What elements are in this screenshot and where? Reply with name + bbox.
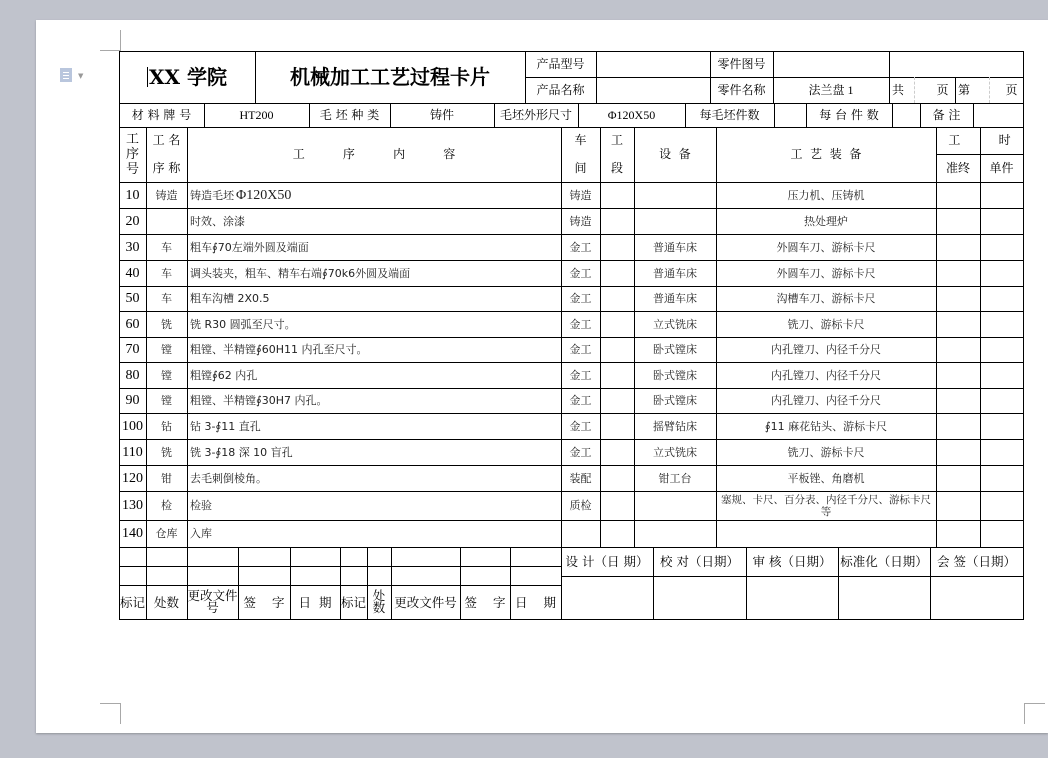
section-header-1: 工 xyxy=(610,133,623,147)
blank-size-value: Φ120X50 xyxy=(607,107,656,122)
part-drawing-label: 零件图号 xyxy=(717,56,766,71)
current-page-label: 第 xyxy=(958,82,971,97)
op-name: 钳 xyxy=(161,471,172,485)
op-time-unit xyxy=(980,260,1023,286)
revision-header-0: 标记 xyxy=(119,594,145,610)
op-section xyxy=(600,234,634,260)
op-equipment xyxy=(634,491,716,520)
revision-header-7: 更改文件号 xyxy=(394,594,457,610)
op-section xyxy=(600,311,634,337)
op-name: 车 xyxy=(161,292,172,305)
approval-header-2: 审 核（日期） xyxy=(752,554,832,569)
op-equipment: 普通车床 xyxy=(653,240,697,254)
op-name: 钻 xyxy=(161,419,172,433)
op-tooling: 内孔镗刀、内径千分尺 xyxy=(771,343,881,356)
op-content: 铣 R30 圆弧至尺寸。 xyxy=(190,317,296,331)
op-tooling: 沟槽车刀、游标卡尺 xyxy=(776,292,876,305)
op-equipment xyxy=(634,182,716,208)
op-workshop: 金工 xyxy=(569,292,592,305)
blank-type-label: 毛 坯 种 类 xyxy=(319,107,380,122)
dashed-line xyxy=(989,77,990,103)
op-no-header-char: 号 xyxy=(125,162,139,177)
op-name-header-2: 序 称 xyxy=(152,160,181,175)
revision-header-2: 更改文件号 xyxy=(187,588,238,615)
card-title: 机械加工工艺过程卡片 xyxy=(290,64,490,89)
material-label: 材 料 牌 号 xyxy=(131,107,192,122)
total-pages-label: 共 xyxy=(892,82,905,97)
grid-line xyxy=(1023,51,1024,620)
op-time-unit xyxy=(980,362,1023,388)
op-time-unit xyxy=(980,413,1023,439)
per-unit-value xyxy=(892,103,920,127)
op-section xyxy=(600,413,634,439)
op-workshop: 金工 xyxy=(569,266,592,280)
op-tooling: 铣刀、游标卡尺 xyxy=(787,317,865,331)
op-tooling: 平板锉、角磨机 xyxy=(787,471,865,485)
op-no: 20 xyxy=(125,213,140,229)
op-workshop: 质检 xyxy=(569,499,592,512)
remark-value xyxy=(973,103,1023,127)
revision-header-3: 签 字 xyxy=(243,594,285,610)
revision-header-4: 日 期 xyxy=(298,594,332,610)
op-time-prep xyxy=(936,286,980,311)
op-tooling: 外圆车刀、游标卡尺 xyxy=(776,266,876,280)
op-name: 铸造 xyxy=(155,188,178,202)
op-no: 60 xyxy=(125,316,140,332)
op-no: 10 xyxy=(125,187,140,203)
op-content: 检验 xyxy=(190,499,212,512)
op-content: 铣 3-∮18 深 10 盲孔 xyxy=(190,445,293,459)
op-no: 70 xyxy=(125,342,140,357)
op-equipment xyxy=(634,520,716,547)
op-no: 130 xyxy=(122,498,143,513)
approval-header-4: 会 签（日期） xyxy=(937,554,1016,569)
op-workshop: 金工 xyxy=(569,240,592,254)
op-time-unit xyxy=(980,208,1023,234)
approval-signature-cell-1 xyxy=(653,576,746,619)
op-equipment xyxy=(634,208,716,234)
op-section xyxy=(600,439,634,465)
op-equipment: 卧式镗床 xyxy=(653,394,697,407)
op-no: 140 xyxy=(122,526,143,541)
op-section xyxy=(600,337,634,362)
op-no-header-char: 工 xyxy=(125,132,139,147)
op-no: 100 xyxy=(122,418,143,434)
op-tooling: 铣刀、游标卡尺 xyxy=(787,445,865,459)
op-no: 110 xyxy=(122,444,143,460)
equipment-header: 设 备 xyxy=(659,147,691,161)
dashed-line xyxy=(914,77,915,103)
op-content: 去毛刺倒棱角。 xyxy=(190,471,267,485)
op-no-header xyxy=(119,127,146,182)
tooling-header: 工 艺 装 备 xyxy=(790,147,862,161)
approval-header-1: 校 对（日期） xyxy=(660,554,739,569)
op-content: 钻 3-∮11 直孔 xyxy=(190,419,261,433)
op-no: 120 xyxy=(122,470,143,486)
page-label-2: 页 xyxy=(1005,82,1018,97)
op-workshop: 装配 xyxy=(569,471,592,485)
op-workshop: 铸造 xyxy=(569,188,592,202)
workshop-header-2: 间 xyxy=(574,160,587,175)
op-time-unit xyxy=(980,439,1023,465)
op-section xyxy=(600,208,634,234)
per-unit-label: 每 台 件 数 xyxy=(819,107,879,122)
op-time-unit xyxy=(980,491,1023,520)
op-time-unit xyxy=(980,520,1023,547)
op-content: 入库 xyxy=(190,527,212,540)
material-value: HT200 xyxy=(239,107,274,122)
op-time-unit xyxy=(980,388,1023,413)
op-content: 粗镗、半精镗∮60H11 内孔至尺寸。 xyxy=(190,343,368,356)
op-name: 仓库 xyxy=(155,527,178,540)
op-workshop: 金工 xyxy=(569,368,592,382)
product-name-label: 产品名称 xyxy=(536,82,585,97)
op-name: 铣 xyxy=(161,445,172,459)
op-section xyxy=(600,260,634,286)
op-tooling: ∮11 麻花钻头、游标卡尺 xyxy=(764,419,888,433)
op-tooling: 内孔镗刀、内径千分尺 xyxy=(771,368,881,382)
op-section xyxy=(600,520,634,547)
op-time-prep xyxy=(936,208,980,234)
op-name-header-1: 工 名 xyxy=(152,133,181,147)
op-name: 检 xyxy=(161,499,172,512)
revision-header-8: 签 字 xyxy=(464,594,506,610)
grid-line xyxy=(119,619,1024,620)
op-equipment: 立式铣床 xyxy=(653,317,697,331)
op-equipment: 普通车床 xyxy=(653,292,697,305)
op-content: 粗车沟槽 2X0.5 xyxy=(190,292,270,305)
op-time-prep xyxy=(936,337,980,362)
op-no: 40 xyxy=(125,265,140,281)
text-cursor xyxy=(147,67,148,87)
document-icon[interactable] xyxy=(60,68,72,82)
revision-header-5: 标记 xyxy=(340,594,366,610)
op-workshop: 金工 xyxy=(569,419,592,433)
op-no-header-char: 序 xyxy=(125,147,139,162)
op-time-prep xyxy=(936,362,980,388)
op-name: 铣 xyxy=(161,317,172,331)
time-header: 工 时 xyxy=(948,133,1011,147)
op-time-unit xyxy=(980,311,1023,337)
op-section xyxy=(600,362,634,388)
revision-header-1: 处数 xyxy=(153,594,179,610)
op-workshop xyxy=(561,520,600,547)
op-time-prep xyxy=(936,465,980,491)
op-no: 30 xyxy=(125,239,140,255)
crop-mark-bottom-left xyxy=(100,703,121,724)
op-time-prep xyxy=(936,520,980,547)
time-prep-header: 准终 xyxy=(945,160,970,175)
approval-header-3: 标准化（日期） xyxy=(840,554,928,569)
school-name: XX 学院 xyxy=(149,64,227,89)
op-name xyxy=(146,208,187,234)
page-label: 页 xyxy=(936,82,949,97)
workshop-header-1: 车 xyxy=(574,133,587,147)
op-section xyxy=(600,182,634,208)
op-time-unit xyxy=(980,337,1023,362)
product-model-value xyxy=(596,51,710,77)
approval-header-0: 设 计（日 期） xyxy=(565,554,649,569)
approval-signature-cell-4 xyxy=(930,576,1023,619)
crop-mark-bottom-right xyxy=(1024,703,1045,724)
op-time-prep xyxy=(936,388,980,413)
op-tooling: 热处理炉 xyxy=(804,214,848,228)
blank-size-label: 毛坯外形尺寸 xyxy=(499,107,572,122)
op-no: 80 xyxy=(125,367,140,383)
op-section xyxy=(600,465,634,491)
op-no: 50 xyxy=(125,291,140,306)
op-time-prep xyxy=(936,311,980,337)
op-name: 车 xyxy=(161,240,172,254)
part-drawing-value xyxy=(773,51,889,77)
op-equipment: 摇臂钻床 xyxy=(653,419,697,433)
time-unit-header: 单件 xyxy=(989,160,1014,175)
op-tooling: 内孔镗刀、内径千分尺 xyxy=(771,394,881,407)
blank-type-value: 铸件 xyxy=(429,107,454,122)
op-name: 镗 xyxy=(161,343,172,356)
op-tooling: 外圆车刀、游标卡尺 xyxy=(776,240,876,254)
op-time-unit xyxy=(980,286,1023,311)
per-blank-value xyxy=(774,103,806,127)
op-time-unit xyxy=(980,182,1023,208)
section-header-2: 段 xyxy=(610,160,623,175)
op-time-prep xyxy=(936,260,980,286)
op-tooling: 塞规、卡尺、百分表、内径千分尺、游标卡尺等 xyxy=(721,493,931,518)
part-name-value: 法兰盘 1 xyxy=(808,82,854,97)
product-name-value xyxy=(596,77,710,103)
op-time-prep xyxy=(936,413,980,439)
op-no: 90 xyxy=(125,393,140,408)
op-content: 粗镗∮62 内孔 xyxy=(190,368,258,382)
op-time-prep xyxy=(936,182,980,208)
op-content: 粗镗、半精镗∮30H7 内孔。 xyxy=(190,394,328,407)
op-time-prep xyxy=(936,439,980,465)
part-name-label: 零件名称 xyxy=(717,82,766,97)
op-section xyxy=(600,388,634,413)
op-time-prep xyxy=(936,234,980,260)
crop-mark-top-left xyxy=(100,30,121,51)
op-time-prep xyxy=(936,491,980,520)
revision-header-6: 处数 xyxy=(372,588,386,615)
op-equipment: 普通车床 xyxy=(653,266,697,280)
content-header: 工 序 内 容 xyxy=(292,147,456,161)
op-equipment: 卧式镗床 xyxy=(653,368,697,382)
op-tooling: 压力机、压铸机 xyxy=(787,188,865,202)
op-section xyxy=(600,491,634,520)
revision-header-9: 日 期 xyxy=(515,594,556,610)
op-content: 粗车∮70左端外圆及端面 xyxy=(190,240,309,254)
op-content: 铸造毛坯 Φ120X50 xyxy=(190,187,292,203)
op-section xyxy=(600,286,634,311)
op-content: 时效、涂漆 xyxy=(190,214,245,228)
op-equipment: 立式铣床 xyxy=(653,445,697,459)
approval-signature-cell-3 xyxy=(838,576,930,619)
op-content-dimension: Φ120X50 xyxy=(236,187,292,203)
op-time-unit xyxy=(980,465,1023,491)
op-workshop: 金工 xyxy=(569,317,592,331)
remark-label: 备 注 xyxy=(932,107,961,122)
op-workshop: 金工 xyxy=(569,343,592,356)
op-workshop: 金工 xyxy=(569,394,592,407)
approval-signature-cell-2 xyxy=(746,576,838,619)
product-model-label: 产品型号 xyxy=(536,56,585,71)
op-equipment: 钳工台 xyxy=(658,471,692,485)
op-name: 车 xyxy=(161,266,172,280)
op-tooling xyxy=(716,520,936,547)
dropdown-caret-icon[interactable]: ▼ xyxy=(78,72,84,80)
op-name: 镗 xyxy=(161,368,172,382)
op-equipment: 卧式镗床 xyxy=(653,343,697,356)
approval-signature-cell-0 xyxy=(561,576,653,619)
op-workshop: 铸造 xyxy=(569,214,592,228)
op-workshop: 金工 xyxy=(569,445,592,459)
op-name: 镗 xyxy=(161,394,172,407)
op-time-unit xyxy=(980,234,1023,260)
per-blank-label: 每毛坯件数 xyxy=(699,107,760,122)
op-content: 调头装夹，粗车、精车右端∮70k6外圆及端面 xyxy=(190,266,411,280)
